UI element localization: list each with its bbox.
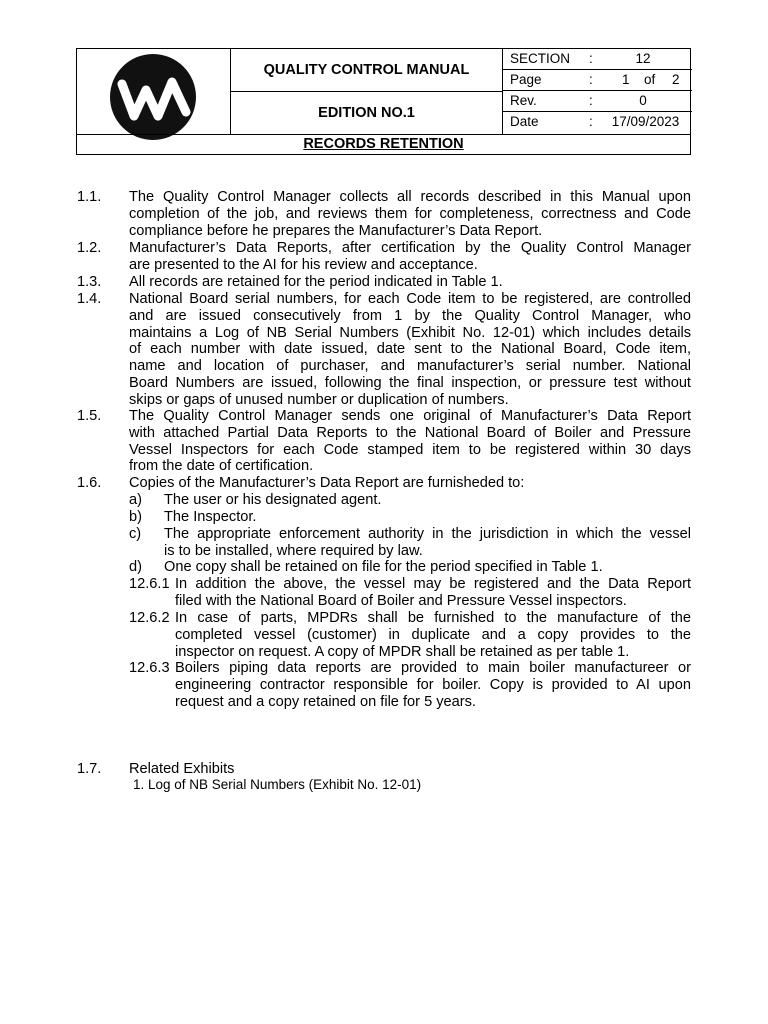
colon: : xyxy=(589,93,593,108)
date-value: 17/09/2023 xyxy=(611,114,680,129)
colon: : xyxy=(589,114,593,129)
list-marker: a) xyxy=(129,492,142,508)
document-info xyxy=(503,49,692,134)
item-number: 1.4. xyxy=(77,291,102,307)
edition-label: EDITION NO.1 xyxy=(318,105,415,121)
paragraph-1-6 xyxy=(129,475,691,492)
paragraph-line: National Board serial numbers, for each Code item to be registered, are controlled xyxy=(129,291,691,307)
paragraph-line: The Quality Control Manager sends one original of Manufacturer’s Data Report xyxy=(129,408,691,424)
subject-row xyxy=(77,134,690,156)
paragraph-line: of each number with date issued, date sent to the National Board, Code item, xyxy=(129,341,691,358)
document-header xyxy=(76,48,691,155)
paragraph-line: request and a copy retained on file for 5 years. xyxy=(175,693,476,710)
rev-value: 0 xyxy=(639,93,647,108)
date-row xyxy=(503,112,692,134)
paragraph-line: Board Numbers are issued, following the final inspection, or pressure test without xyxy=(129,374,691,391)
paragraph-line: compliance before he prepares the Manufacturer’s Data Report. xyxy=(129,222,543,239)
paragraph-line: Vessel Inspectors for each Code stamped item to be registered within 30 days xyxy=(129,441,691,458)
title-cell xyxy=(231,49,503,134)
subject-title: RECORDS RETENTION xyxy=(303,136,464,152)
paragraph-line: with attached Partial Data Reports to the National Board of Boiler and Pressure xyxy=(129,424,691,441)
paragraph-line: Boilers piping data reports are provided to main boiler manufactureer or xyxy=(175,660,691,676)
list-item-b xyxy=(164,509,691,526)
page-label: Page xyxy=(510,72,542,87)
section-row xyxy=(503,49,692,70)
colon: : xyxy=(589,72,593,87)
paragraph-line: completed vessel (customer) in duplicate and a copy provides to the xyxy=(175,626,691,643)
paragraph-line: and are issued consecutively from 1 by the Quality Control Manager, who xyxy=(129,307,691,324)
section-label: SECTION xyxy=(510,51,571,66)
paragraph-line: completion of the job, and reviews them for completeness, correctness and Code xyxy=(129,205,691,222)
paragraph-line: All records are retained for the period indicated in Table 1. xyxy=(129,274,503,290)
paragraph-1-5 xyxy=(129,408,691,475)
paragraph-line: filed with the National Board of Boiler and Pressure Vessel inspectors. xyxy=(175,592,627,609)
paragraph-line: skips or gaps of unused number or duplication of numbers. xyxy=(129,391,509,408)
list-item-text: The Inspector. xyxy=(164,509,257,525)
list-item-text: is to be installed, where required by law. xyxy=(164,542,423,559)
list-marker: d) xyxy=(129,559,142,575)
paragraph-line: Copies of the Manufacturer’s Data Report are furnisheded to: xyxy=(129,475,525,491)
paragraph-line: The Quality Control Manager collects all records described in this Manual upon xyxy=(129,189,691,205)
list-item-text: The appropriate enforcement authority in the jurisdiction in which the vessel xyxy=(164,526,691,542)
list-item-d xyxy=(164,559,691,576)
date-label: Date xyxy=(510,114,539,129)
page-number: 1 xyxy=(622,72,630,87)
list-item-c xyxy=(164,526,691,560)
paragraph-1-2 xyxy=(129,240,691,274)
paragraph-1-7 xyxy=(129,761,691,778)
paragraph-line: Manufacturer’s Data Reports, after certification by the Quality Control Manager xyxy=(129,240,691,256)
item-number: 1.5. xyxy=(77,408,102,424)
paragraph-1-1 xyxy=(129,189,691,239)
item-number: 1.6. xyxy=(77,475,102,491)
rev-row xyxy=(503,91,692,112)
item-number: 1.3. xyxy=(77,274,102,290)
page-row xyxy=(503,70,692,91)
item-number: 1.7. xyxy=(77,761,102,777)
paragraph-line: Related Exhibits xyxy=(129,761,235,777)
subsection-number: 12.6.2 xyxy=(129,610,170,626)
list-item-a xyxy=(164,492,691,509)
paragraph-line: engineering contractor responsible for boiler. Copy is provided to AI upon xyxy=(175,676,691,693)
subsection-12-6-3 xyxy=(175,660,691,710)
paragraph-line: maintains a Log of NB Serial Numbers (Exhibit No. 12-01) which includes details xyxy=(129,324,691,341)
colon: : xyxy=(589,51,593,66)
list-item-text: One copy shall be retained on file for the period specified in Table 1. xyxy=(164,559,603,575)
wa-logo-mark xyxy=(110,54,196,140)
paragraph-line: from the date of certification. xyxy=(129,458,314,475)
item-number: 1.1. xyxy=(77,189,102,205)
paragraph-line: In case of parts, MPDRs shall be furnished to the manufacture of the xyxy=(175,610,691,626)
paragraph-1-3 xyxy=(129,274,691,291)
paragraph-1-4 xyxy=(129,291,691,409)
section-value: 12 xyxy=(635,51,651,66)
exhibit-list-item: 1. Log of NB Serial Numbers (Exhibit No. 12-01) xyxy=(133,777,422,792)
paragraph-line: In addition the above, the vessel may be registered and the Data Report xyxy=(175,576,691,592)
paragraph-line: inspector on request. A copy of MPDR shall be retained as per table 1. xyxy=(175,643,630,660)
list-marker: b) xyxy=(129,509,142,525)
page-total: 2 xyxy=(672,72,680,87)
list-item-text: The user or his designated agent. xyxy=(164,492,382,508)
page-of: of xyxy=(644,72,656,87)
item-number: 1.2. xyxy=(77,240,102,256)
manual-title: QUALITY CONTROL MANUAL xyxy=(231,49,502,92)
paragraph-line: are presented to the AI for his review and acceptance. xyxy=(129,256,478,273)
paragraph-line: name and location of purchaser, and manufacturer’s serial number. National xyxy=(129,358,691,375)
subsection-12-6-2 xyxy=(175,610,691,660)
company-logo xyxy=(110,54,196,140)
rev-label: Rev. xyxy=(510,93,537,108)
subsection-12-6-1 xyxy=(175,576,691,610)
subsection-number: 12.6.3 xyxy=(129,660,170,676)
list-marker: c) xyxy=(129,526,142,542)
logo-cell xyxy=(77,49,231,134)
subsection-number: 12.6.1 xyxy=(129,576,170,592)
